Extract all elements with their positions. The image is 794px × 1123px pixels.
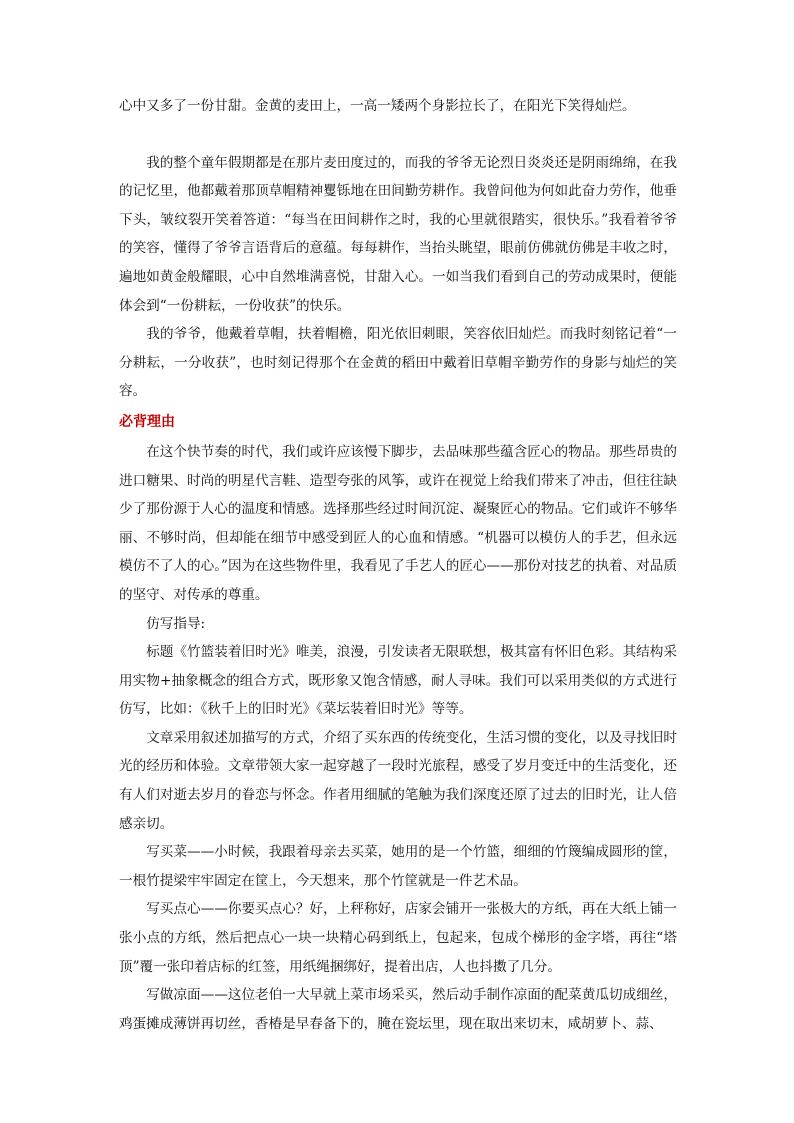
section-heading: 必背理由 <box>119 413 175 430</box>
paragraph-gap <box>119 121 677 149</box>
paragraph-title-analysis: 标题《竹篮装着旧时光》唯美，浪漫，引发读者无限联想，极其富有怀旧色彩。其结构采用实物+抽象概念的组合方式，既形象又饱含情感，耐人寻味。我们可以采用类似的方式进行仿写，比如：《秋千上的旧时光》《菜坛装着旧时光》等等。 <box>119 644 677 718</box>
paragraph-guide-label: 仿写指导: <box>146 615 206 632</box>
paragraph-method-analysis: 文章采用叙述加描写的方式，介绍了买东西的传统变化，生活习惯的变化，以及寻找旧时光的经历和体验。文章带领大家一起穿越了一段时光旅程，感受了岁月变迁中的生活变化，还有人们对逝去岁月的眷恋与怀念。作者用细腻的笔触为我们深度还原了过去的旧时光，让人倍感亲切。 <box>119 729 677 832</box>
document-page <box>119 92 677 1038</box>
paragraph-reason: 在这个快节奏的时代，我们或许应该慢下脚步，去品味那些蕴含匠心的物品。那些昂贵的进口糖果、时尚的明星代言鞋、造型夸张的风筝，或许在视觉上给我们带来了冲击，但往往缺少了那份源于人心的温度和情感。选择那些经过时间沉淀、凝聚匠心的物品。它们或许不够华丽、不够时尚，但却能在细节中感受到匠人的心血和情感。“机器可以模仿人的手艺，但永远模仿不了人的心。”因为在这些物件里，我看见了手艺人的匠心——那份对技艺的执着、对品质的坚守、对传承的尊重。 <box>119 443 677 603</box>
paragraph-grandpa-hat: 我的爷爷，他戴着草帽，扶着帽檐，阳光依旧刺眼，笑容依旧灿烂。而我时刻铭记着“一分耕耘，一分收获”，也时刻记得那个在金黄的稻田中戴着旧草帽辛勤劳作的身影与灿烂的笑容。 <box>119 326 677 400</box>
paragraph-buy-vegetables: 写买菜——小时候，我跟着母亲去买菜，她用的是一个竹篮，细细的竹篾编成圆形的筐，一根竹提梁牢牢固定在筐上，今天想来，那个竹筐就是一件艺术品。 <box>119 844 677 889</box>
paragraph-continuation: 心中又多了一份甘甜。金黄的麦田上，一高一矮两个身影拉长了，在阳光下笑得灿烂。 <box>119 98 636 114</box>
paragraph-buy-pastry: 写买点心——你要买点心？好，上秤称好，店家会铺开一张极大的方纸，再在大纸上铺一张小点的方纸，然后把点心一块一块精心码到纸上，包起来，包成个梯形的金字塔，再往“塔顶”覆一张印着店标的红签，用纸绳捆绑好，提着出店，人也抖擞了几分。 <box>119 901 677 975</box>
paragraph-grandpa-work: 我的整个童年假期都是在那片麦田度过的，而我的爷爷无论烈日炎炎还是阴雨绵绵，在我的记忆里，他都戴着那顶草帽精神矍铄地在田间勤劳耕作。我曾问他为何如此奋力劳作，他垂下头，皱纹裂开笑着答道：“每当在田间耕作之时，我的心里就很踏实，很快乐。”我看着爷爷的笑容，懂得了爷爷言语背后的意蕴。每每耕作，当抬头眺望，眼前仿佛就仿佛是丰收之时，遍地如黄金般耀眼，心中自然堆满喜悦，甘甜入心。一如当我们看到自己的劳动成果时，便能体会到“一份耕耘，一份收获”的快乐。 <box>119 154 677 314</box>
paragraph-cold-noodles: 写做凉面——这位老伯一大早就上菜市场采买，然后动手制作凉面的配菜黄瓜切成细丝，鸡蛋摊成薄饼再切丝，香椿是早春备下的，腌在瓷坛里，现在取出来切末，咸胡萝卜、蒜、 <box>119 987 677 1032</box>
